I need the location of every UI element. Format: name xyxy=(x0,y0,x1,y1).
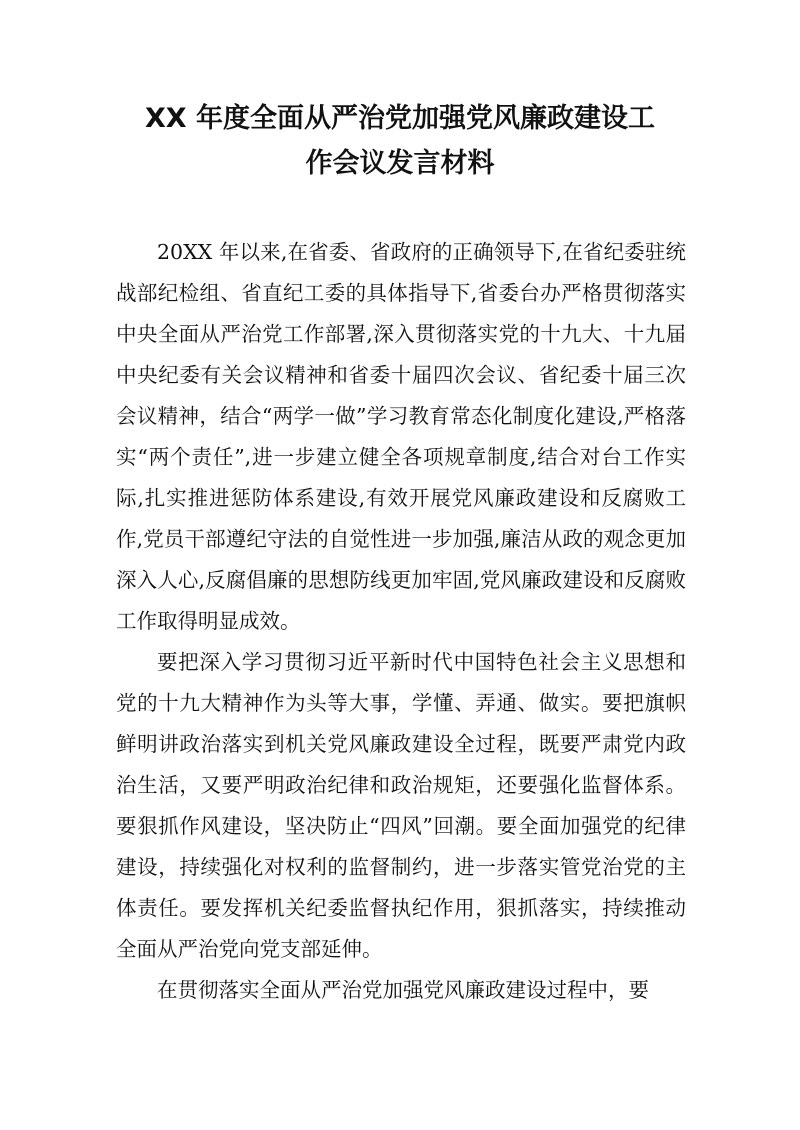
document-title xyxy=(110,96,690,186)
paragraph-1: 20XX 年以来,在省委、省政府的正确领导下,在省纪委驻统战部纪检组、省直纪工委的具体指导下,省委台办严格贯彻落实中央全面从严治党工作部署,深入贯彻落实党的十九大、十九届中央纪委有关会议精神和省委十届四次会议、省纪委十届三次会议精神，结合“两学一做”学习教育常态化制度化建设,严格落实“两个责任”,进一步建立健全各项规章制度,结合对台工作实际,扎实推进惩防体系建设,有效开展党风廉政建设和反腐败工作,党员干部遵纪守法的自觉性进一步加强,廉洁从政的观念更加深入人心,反腐倡廉的思想防线更加牢固,党风廉政建设和反腐败工作取得明显成效。 xyxy=(116,240,686,633)
paragraph-3: 在贯彻落实全面从严治党加强党风廉政建设过程中，要 xyxy=(157,978,649,1002)
title-line-1: XX 年度全面从严治党加强党风廉政建设工 xyxy=(144,103,656,134)
title-line-2: 作会议发言材料 xyxy=(305,148,495,179)
document-body xyxy=(116,232,686,1011)
paragraph-2: 要把深入学习贯彻习近平新时代中国特色社会主义思想和党的十九大精神作为头等大事，学懂、弄通、做实。要把旗帜鲜明讲政治落实到机关党风廉政建设全过程，既要严肃党内政治生活，又要严明政治纪律和政治规矩，还要强化监督体系。要狠抓作风建设，坚决防止“四风”回潮。要全面加强党的纪律建设，持续强化对权利的监督制约，进一步落实管党治党的主体责任。要发挥机关纪委监督执纪作用，狠抓落实，持续推动全面从严治党向党支部延伸。 xyxy=(116,650,686,961)
